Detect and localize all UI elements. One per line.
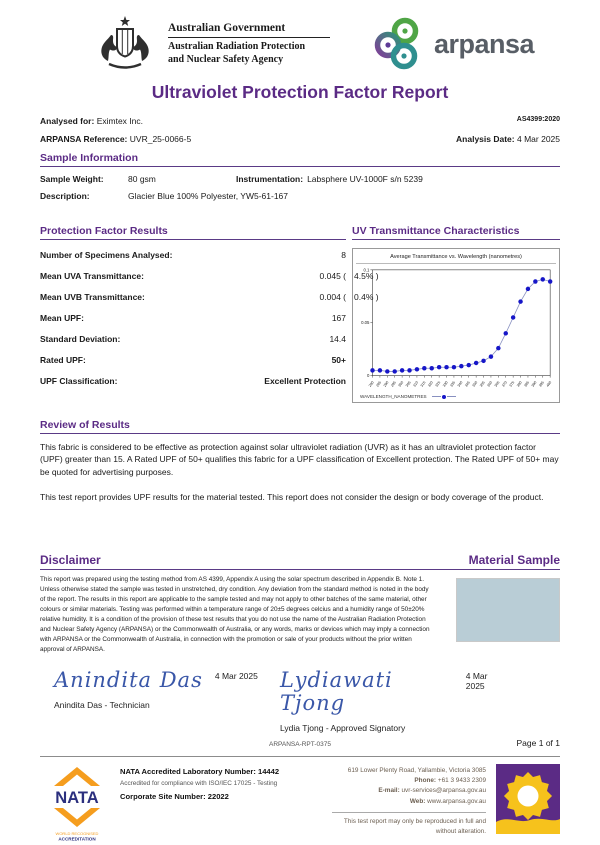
analysed-for [40,116,143,126]
chart-title: Average Transmittance vs. Wavelength (nanometres) [356,252,556,264]
analysed-for-label: Analysed for: [40,116,95,126]
description-value: Glacier Blue 100% Polyester, YW5-61-167 [128,191,289,201]
technician-name-label: Anindita Das - Technician [54,699,150,710]
result-label: Number of Specimens Analysed: [40,250,173,260]
header [88,14,560,72]
technician-signature: Anindita Das [54,667,203,692]
table-row [40,250,346,260]
svg-text:WORLD RECOGNISED: WORLD RECOGNISED [55,830,99,836]
sample-information-section [40,152,560,201]
email-link[interactable]: uvr-services@arpansa.gov.au [401,787,486,795]
section-rule [40,433,560,434]
material-swatch [456,578,560,642]
web-link[interactable]: www.arpansa.gov.au [427,797,486,805]
svg-text:305: 305 [404,380,412,388]
web-label: Web: [409,797,426,805]
sample-weight-label: Sample Weight: [40,174,104,184]
signatory-sign-date: 4 Mar 2025 [465,670,488,691]
phone-value: +61 3 9433 2309 [437,777,486,785]
uv-section-heading: UV Transmittance Characteristics [352,225,520,237]
arpansa-wordmark: arpansa [434,28,535,59]
svg-text:310: 310 [412,380,420,388]
result-value: 14.4 [329,334,346,344]
phone-label: Phone: [414,777,437,785]
contact-address: 619 Lower Plenty Road, Yallambie, Victoria 3085 [347,766,486,774]
signatures [54,669,560,733]
footer [40,756,560,842]
svg-text:325: 325 [434,380,442,388]
result-label: Standard Deviation: [40,334,121,344]
results-heading: Protection Factor Results [40,225,168,237]
svg-text:350: 350 [471,380,479,388]
signature-block-technician [54,669,280,733]
reproduction-note: This test report may only be reproduced in full and without alteration. [332,812,486,838]
nata-lab-number: NATA Accredited Laboratory Number: 14442 [120,766,280,776]
svg-text:390: 390 [530,380,538,388]
arpansa-brand [372,16,534,72]
result-label: Mean UVB Transmittance: [40,292,145,302]
agency-line2: and Nuclear Safety Agency [168,53,284,65]
result-value: 0.004 ( [319,292,346,302]
svg-text:0.1: 0.1 [363,267,370,273]
legend-dot-marker [442,395,446,399]
svg-text:320: 320 [427,380,434,388]
arpansa-reference [40,134,191,144]
legend-line-marker [447,396,456,397]
result-label: Rated UPF: [40,355,86,365]
section-rule [40,166,560,167]
gov-divider [168,37,330,38]
svg-text:400: 400 [545,380,553,388]
result-value: 8 [341,250,346,260]
legend-line-marker [432,396,441,397]
table-row [40,292,379,302]
svg-text:330: 330 [441,380,449,388]
contact-block [332,764,486,838]
result-value: 50+ [331,355,346,365]
svg-text:NATA: NATA [55,788,99,807]
material-sample-heading: Material Sample [468,553,560,568]
result-label: Mean UPF: [40,313,84,323]
analysis-date [456,134,560,144]
result-value: 167 [331,313,346,323]
email-label: E-mail: [378,787,400,795]
table-row [40,355,346,365]
svg-text:295: 295 [390,380,397,388]
contact-web [332,797,486,807]
legend-series-label: WAVELENGTH_NANOMETRES [360,394,427,400]
svg-text:395: 395 [538,380,545,388]
table-row [40,334,346,344]
signatory-name-label: Lydia Tjong - Approved Signatory [280,722,406,733]
contact-email [332,786,486,796]
instrumentation-value: Labsphere UV-1000F s/n 5239 [307,174,423,184]
nata-accreditation-text [120,764,332,801]
svg-text:0.05: 0.05 [361,320,370,326]
report-meta [40,116,560,144]
analysis-date-label: Analysis Date: [456,134,515,144]
signature-block-signatory [280,669,506,733]
nata-logo-icon [48,764,106,842]
section-rule [352,239,560,240]
review-of-results-section [40,419,560,503]
svg-text:0: 0 [367,373,370,379]
description-label: Description: [40,191,90,201]
result-value: Excellent Protection [264,376,346,386]
page-title: Ultraviolet Protection Factor Report [151,82,449,102]
result-label: UPF Classification: [40,376,118,386]
svg-text:340: 340 [456,380,464,388]
analysed-for-value: Eximtex Inc. [96,116,143,126]
section-rule [40,569,560,570]
arpansa-knot-icon [372,16,428,72]
arpansa-sun-icon [496,764,560,836]
result-value: 0.045 ( [319,271,346,281]
australian-coat-of-arms-icon [88,14,162,72]
chart-legend [356,393,556,400]
disclaimer-text: This report was prepared using the testing method from AS 4399, Appendix A using the solar spectrum described in Appendix B. Note 1. Unless otherwise stated the sample was tested in unstretched, dry condition. Any deviation from the standard method is noted in the body of the report. The results in this report are applicable to the sample tested and may not apply to other batches of the same material, other colours or similar materials. Testing was performed within a temperature range of 20±5 degrees celcius and a humidity range of 50±20% relative humidity. It is a condition of the provision of these test results that you do not use the name of the Australian Radiation Protection and Nuclear Safety Agency (ARPANSA) or the Commonwealth of Australia, or any words, marks or devices which may imply a connection with ARPANSA or the Commonwealth of Australia, in connection with the promotion or sale of your products without the prior written approval of ARPANSA. [40,576,430,653]
technician-sign-date: 4 Mar 2025 [214,670,258,681]
table-row [40,376,346,386]
svg-text:315: 315 [419,380,427,388]
uv-transmittance-chart [352,248,560,403]
disclaimer-heading: Disclaimer [40,553,101,568]
svg-text:375: 375 [508,380,516,388]
svg-text:285: 285 [375,380,383,388]
svg-text:385: 385 [523,380,531,388]
result-pct: 4.5% ) [354,271,379,281]
sample-information-heading: Sample Information [40,152,139,164]
result-pct: 0.4% ) [354,292,379,302]
uv-transmittance-section [352,225,560,403]
reference-label: ARPANSA Reference: [40,134,128,144]
section-rule [40,239,346,240]
sample-weight-value: 80 gsm [128,174,156,184]
svg-text:355: 355 [479,380,486,388]
svg-text:280: 280 [367,380,375,388]
reference-value: UVR_25-0066-5 [129,134,192,144]
document-id: ARPANSA-RPT-0375 [268,740,331,748]
table-row [40,313,346,323]
svg-text:290: 290 [382,380,390,388]
disclaimer-section [40,553,560,654]
review-paragraph-1: This fabric is considered to be effective as protection against solar ultraviolet radiation (UVR) as it has an ultraviolet protection factor (UPF) greater than 15. A Rated UPF of 50+ qualifies this fabric for a UPF classification of Excellent protection. The Rated UPF of 50+ may be quoted for advertising purposes. [40,442,559,477]
svg-text:360: 360 [486,380,494,388]
contact-phone [332,776,486,786]
svg-text:380: 380 [516,380,523,388]
uv-chart-plot [356,265,556,393]
svg-text:300: 300 [397,380,405,388]
standard-ref: AS4399:2020 [516,116,560,123]
review-heading: Review of Results [40,419,130,432]
nata-compliance: Accredited for compliance with ISO/IEC 17025 - Testing [120,779,278,787]
review-paragraph-2: This test report provides UPF results for the material tested. This report does not consider the design or body coverage of the product. [40,492,544,503]
analysis-date-value: 4 Mar 2025 [517,134,560,144]
agency-line1: Australian Radiation Protection [168,41,306,52]
nata-site-number: Corporate Site Number: 22022 [120,791,229,801]
gov-title: Australian Government [168,22,286,34]
table-row [40,271,379,281]
svg-text:365: 365 [493,380,501,388]
svg-text:ACCREDITATION: ACCREDITATION [58,836,96,842]
svg-text:335: 335 [449,380,457,388]
page-number: Page 1 of 1 [516,737,560,748]
svg-text:345: 345 [464,380,471,388]
result-label: Mean UVA Transmittance: [40,271,144,281]
instrumentation-label: Instrumentation: [236,174,304,184]
signatory-signature: Lydiawati Tjong [280,667,393,715]
svg-text:370: 370 [501,380,508,388]
government-text [168,14,330,66]
